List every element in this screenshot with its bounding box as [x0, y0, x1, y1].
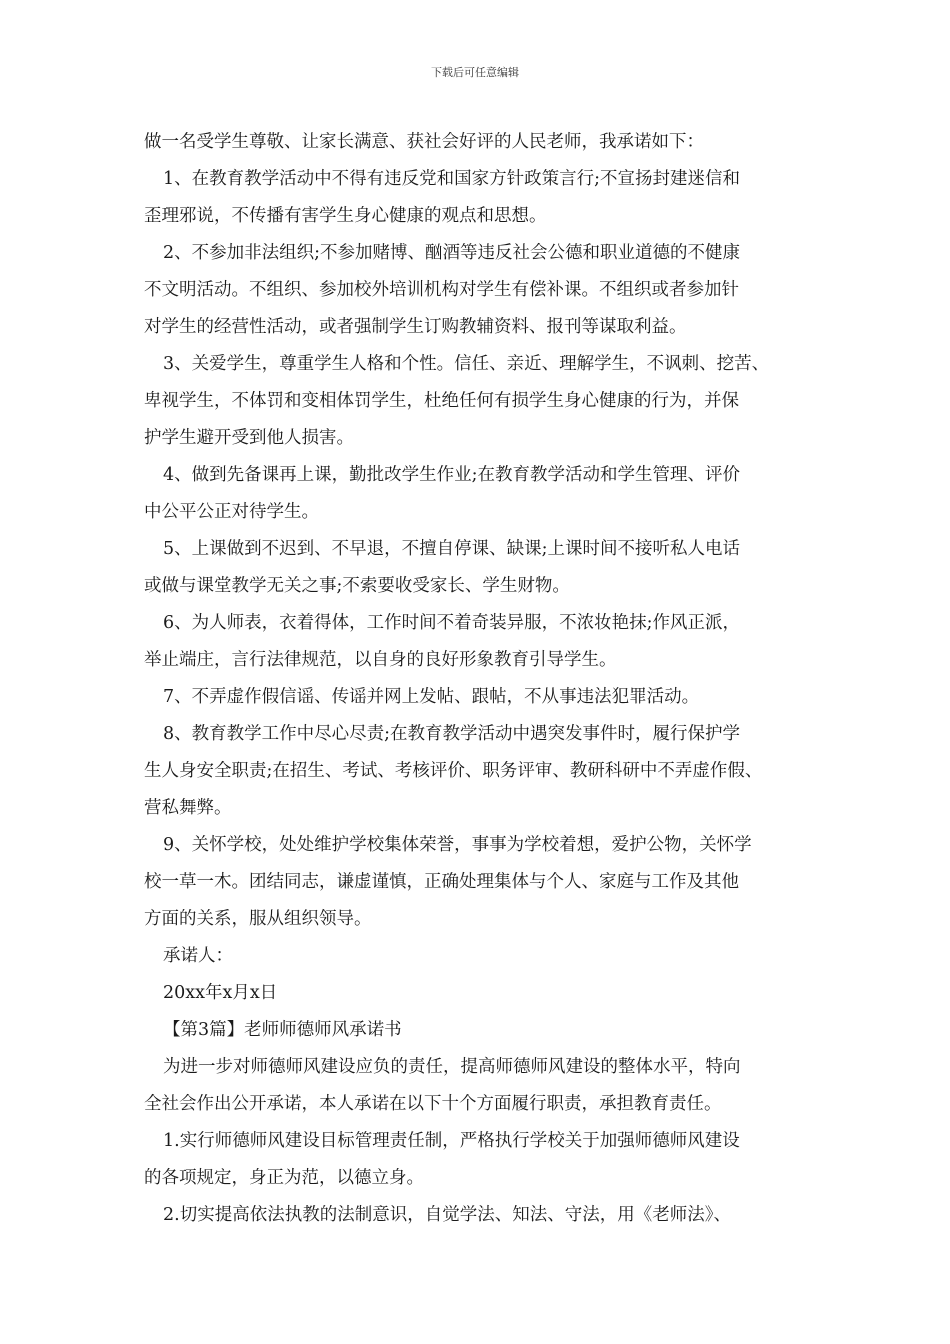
clause-2-line: 2.切实提高依法执教的法制意识，自觉学法、知法、守法，用《老师法》、	[163, 1205, 731, 1225]
list-item-3-line: 3、关爱学生，尊重学生人格和个性。信任、亲近、理解学生，不讽刺、挖苦、	[163, 354, 770, 374]
list-item-9-line: 9、关怀学校，处处维护学校集体荣誉，事事为学校着想，爱护公物，关怀学	[163, 835, 752, 855]
page-header: 下载后可任意编辑	[431, 66, 519, 79]
intro-line: 全社会作出公开承诺，本人承诺在以下十个方面履行职责，承担教育责任。	[144, 1094, 722, 1114]
list-item-7-line: 7、不弄虚作假信谣、传谣并网上发帖、跟帖，不从事违法犯罪活动。	[163, 687, 700, 707]
section-heading: 【第3篇】老师师德师风承诺书	[163, 1020, 402, 1040]
list-item-6-line: 举止端庄，言行法律规范，以自身的良好形象教育引导学生。	[144, 650, 617, 670]
list-item-2-line: 不文明活动。不组织、参加校外培训机构对学生有偿补课。不组织或者参加针	[144, 280, 739, 300]
list-item-5-line: 5、上课做到不迟到、不早退，不擅自停课、缺课;上课时间不接听私人电话	[163, 539, 741, 559]
list-item-8-line: 营私舞弊。	[144, 798, 232, 818]
date-line: 20xx年x月x日	[163, 983, 278, 1003]
list-item-6-line: 6、为人师表，衣着得体，工作时间不着奇装异服，不浓妆艳抹;作风正派，	[163, 613, 741, 633]
list-item-1-line: 1、在教育教学活动中不得有违反党和国家方针政策言行;不宣扬封建迷信和	[163, 169, 741, 189]
list-item-9-line: 校一草一木。团结同志，谦虚谨慎，正确处理集体与个人、家庭与工作及其他	[144, 872, 739, 892]
list-item-9-line: 方面的关系，服从组织领导。	[144, 909, 372, 929]
document-body	[144, 124, 812, 1234]
intro-line: 为进一步对师德师风建设应负的责任，提高师德师风建设的整体水平，特向	[163, 1057, 741, 1077]
list-item-2-line: 2、不参加非法组织;不参加赌博、酗酒等违反社会公德和职业道德的不健康	[163, 243, 741, 263]
text-line: 做一名受学生尊敬、让家长满意、获社会好评的人民老师，我承诺如下：	[144, 132, 704, 152]
signature-label: 承诺人：	[163, 946, 233, 966]
list-item-5-line: 或做与课堂教学无关之事;不索要收受家长、学生财物。	[144, 576, 570, 596]
list-item-3-line: 卑视学生，不体罚和变相体罚学生，杜绝任何有损学生身心健康的行为，并保	[144, 391, 739, 411]
list-item-4-line: 4、做到先备课再上课，勤批改学生作业;在教育教学活动和学生管理、评价	[163, 465, 741, 485]
list-item-8-line: 8、教育教学工作中尽心尽责;在教育教学活动中遇突发事件时，履行保护学	[163, 724, 741, 744]
clause-1-line: 的各项规定，身正为范，以德立身。	[144, 1168, 424, 1188]
list-item-1-line: 歪理邪说，不传播有害学生身心健康的观点和思想。	[144, 206, 547, 226]
list-item-8-line: 生人身安全职责;在招生、考试、考核评价、职务评审、教研科研中不弄虚作假、	[144, 761, 763, 781]
list-item-3-line: 护学生避开受到他人损害。	[144, 428, 354, 448]
clause-1-line: 1.实行师德师风建设目标管理责任制，严格执行学校关于加强师德师风建设	[163, 1131, 740, 1151]
list-item-2-line: 对学生的经营性活动，或者强制学生订购教辅资料、报刊等谋取利益。	[144, 317, 687, 337]
list-item-4-line: 中公平公正对待学生。	[144, 502, 319, 522]
